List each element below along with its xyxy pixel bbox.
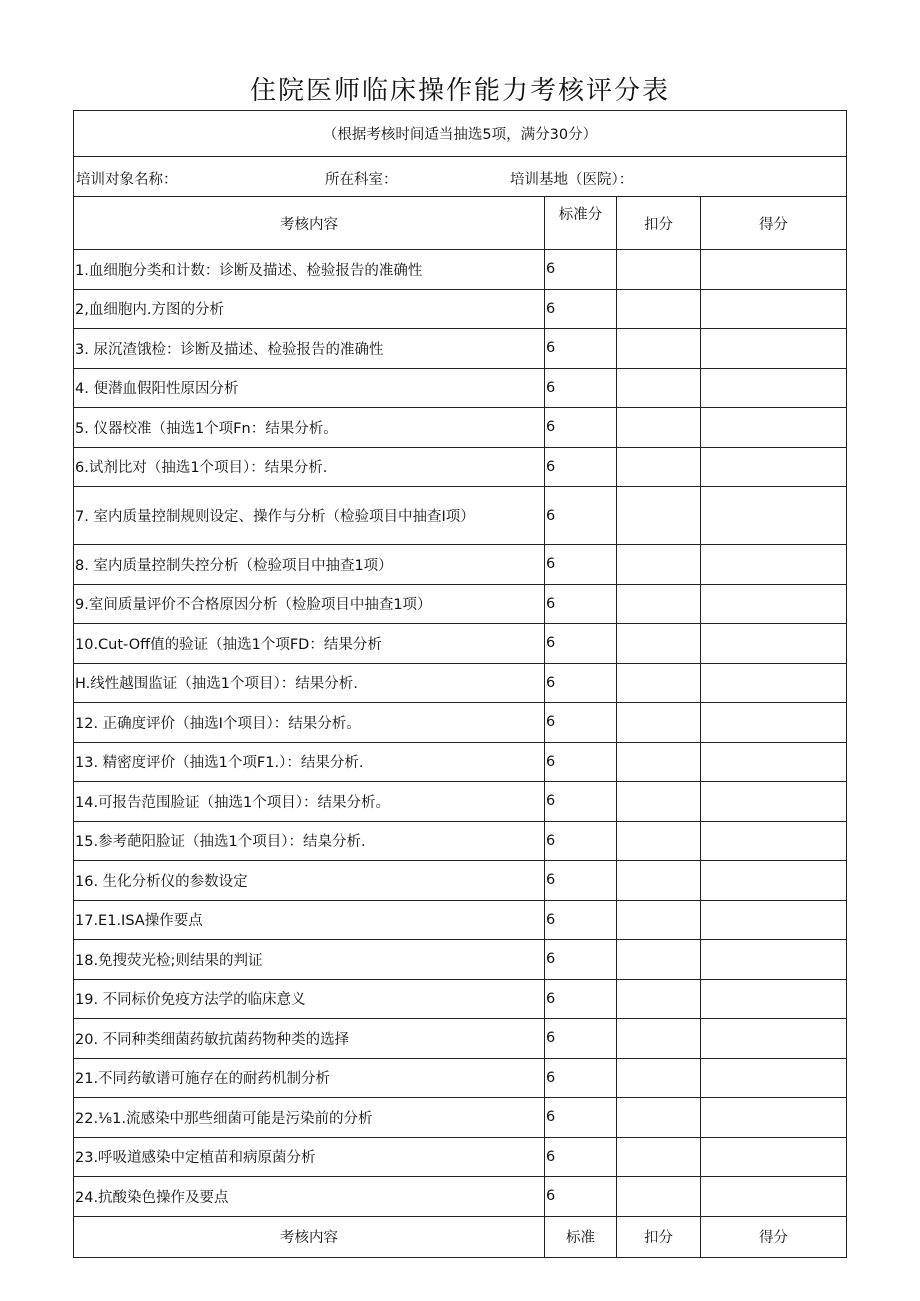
item-standard-score: 6 — [545, 821, 617, 861]
item-content: 4. 便潜血假阳性原因分析 — [74, 368, 545, 408]
item-score-cell[interactable] — [701, 703, 847, 743]
item-content: 19. 不同标价免疫方法学的临床意义 — [74, 979, 545, 1019]
footer-content: 考核内容 — [74, 1216, 545, 1257]
item-score-cell[interactable] — [701, 663, 847, 703]
note-row — [74, 111, 847, 157]
item-score-cell[interactable] — [701, 900, 847, 940]
table-row — [74, 782, 847, 822]
item-content: 14.可报告范围脸证（抽选1个项目）：结果分析。 — [74, 782, 545, 822]
item-score-cell[interactable] — [701, 1137, 847, 1177]
item-deduction-cell[interactable] — [617, 584, 701, 624]
table-row — [74, 1137, 847, 1177]
item-standard-score: 6 — [545, 1098, 617, 1138]
item-content: 10.Cut-Off值的验证（抽选1个项FD：结果分析 — [74, 624, 545, 664]
item-deduction-cell[interactable] — [617, 289, 701, 329]
item-content: 24.抗酸染色操作及要点 — [74, 1177, 545, 1217]
item-standard-score: 6 — [545, 368, 617, 408]
item-deduction-cell[interactable] — [617, 703, 701, 743]
item-standard-score: 6 — [545, 624, 617, 664]
item-score-cell[interactable] — [701, 1098, 847, 1138]
item-deduction-cell[interactable] — [617, 447, 701, 487]
info-row — [74, 157, 847, 197]
item-deduction-cell[interactable] — [617, 487, 701, 545]
item-score-cell[interactable] — [701, 1019, 847, 1059]
department-label: 所在科室： — [325, 172, 398, 188]
item-content: 12. 正确度评价（抽选I个项目）：结果分析。 — [74, 703, 545, 743]
item-standard-score: 6 — [545, 289, 617, 329]
item-score-cell[interactable] — [701, 861, 847, 901]
item-score-cell[interactable] — [701, 584, 847, 624]
item-deduction-cell[interactable] — [617, 861, 701, 901]
item-content: 20. 不同种类细菌药敏抗菌药物种类的选择 — [74, 1019, 545, 1059]
training-base-label: 培训基地（医院）： — [510, 172, 634, 188]
table-row — [74, 329, 847, 369]
item-standard-score: 6 — [545, 940, 617, 980]
table-row — [74, 940, 847, 980]
header-row — [74, 197, 847, 250]
item-score-cell[interactable] — [701, 289, 847, 329]
item-standard-score: 6 — [545, 487, 617, 545]
item-standard-score: 6 — [545, 545, 617, 585]
item-deduction-cell[interactable] — [617, 368, 701, 408]
footer-row — [74, 1216, 847, 1257]
item-standard-score: 6 — [545, 1137, 617, 1177]
item-content: 9.室间质量评价不合格原因分析（检脸项目中抽查1项） — [74, 584, 545, 624]
item-standard-score: 6 — [545, 250, 617, 290]
item-standard-score: 6 — [545, 1058, 617, 1098]
item-score-cell[interactable] — [701, 1177, 847, 1217]
header-standard-score: 标准分 — [545, 197, 617, 250]
table-row — [74, 487, 847, 545]
score-table — [73, 110, 847, 1258]
trainee-name-label: 培训对象名称： — [76, 172, 178, 188]
item-deduction-cell[interactable] — [617, 250, 701, 290]
item-deduction-cell[interactable] — [617, 1137, 701, 1177]
table-row — [74, 1098, 847, 1138]
table-row — [74, 545, 847, 585]
item-standard-score: 6 — [545, 703, 617, 743]
item-standard-score: 6 — [545, 861, 617, 901]
item-deduction-cell[interactable] — [617, 545, 701, 585]
table-row — [74, 368, 847, 408]
item-content: 5. 仪器校准（抽选1个项Fn：结果分析。 — [74, 408, 545, 448]
header-deduction: 扣分 — [617, 197, 701, 250]
item-score-cell[interactable] — [701, 329, 847, 369]
item-deduction-cell[interactable] — [617, 782, 701, 822]
item-content: 15.参考葩阳脸证（抽选1个项目）：结臬分析. — [74, 821, 545, 861]
item-content: 3. 尿沉渣饿检：诊断及描述、检验报告的准确性 — [74, 329, 545, 369]
item-content: 17.E1.ISA操作要点 — [74, 900, 545, 940]
item-standard-score: 6 — [545, 900, 617, 940]
item-content: 13. 精密度评价（抽选1个项F1.）：结果分析. — [74, 742, 545, 782]
item-content: 8. 室内质量控制失控分析（检验项目中抽查1项） — [74, 545, 545, 585]
item-content: 21.不同药敏谱可施存在的耐药机制分析 — [74, 1058, 545, 1098]
footer-score: 得分 — [701, 1216, 847, 1257]
item-deduction-cell[interactable] — [617, 624, 701, 664]
table-row — [74, 584, 847, 624]
table-row — [74, 663, 847, 703]
table-row — [74, 900, 847, 940]
item-content: 7. 室内质量控制规则设定、操作与分析（检验项目中抽查I项） — [74, 487, 545, 545]
table-row — [74, 447, 847, 487]
item-standard-score: 6 — [545, 447, 617, 487]
table-row — [74, 289, 847, 329]
item-score-cell[interactable] — [701, 250, 847, 290]
item-standard-score: 6 — [545, 329, 617, 369]
item-standard-score: 6 — [545, 979, 617, 1019]
table-row — [74, 861, 847, 901]
item-deduction-cell[interactable] — [617, 329, 701, 369]
item-content: 1.血细胞分类和计数：诊断及描述、检验报告的准确性 — [74, 250, 545, 290]
item-standard-score: 6 — [545, 408, 617, 448]
item-score-cell[interactable] — [701, 624, 847, 664]
item-content: 6.试剂比对（抽选1个项目）：结果分析. — [74, 447, 545, 487]
table-row — [74, 703, 847, 743]
header-content: 考核内容 — [74, 197, 545, 250]
table-row — [74, 624, 847, 664]
item-deduction-cell[interactable] — [617, 1098, 701, 1138]
item-content: 23.呼吸道感染中定植苗和病原菌分析 — [74, 1137, 545, 1177]
table-row — [74, 1058, 847, 1098]
item-standard-score: 6 — [545, 1019, 617, 1059]
item-standard-score: 6 — [545, 1177, 617, 1217]
page-title: 住院医师临床操作能力考核评分表 — [249, 76, 670, 106]
item-score-cell[interactable] — [701, 979, 847, 1019]
item-content: 16. 生化分析仪的参数设定 — [74, 861, 545, 901]
item-score-cell[interactable] — [701, 782, 847, 822]
item-deduction-cell[interactable] — [617, 1058, 701, 1098]
item-score-cell[interactable] — [701, 545, 847, 585]
footer-standard: 标准 — [545, 1216, 617, 1257]
item-deduction-cell[interactable] — [617, 1019, 701, 1059]
table-row — [74, 821, 847, 861]
item-standard-score: 6 — [545, 782, 617, 822]
item-score-cell[interactable] — [701, 1058, 847, 1098]
item-deduction-cell[interactable] — [617, 940, 701, 980]
table-row — [74, 1019, 847, 1059]
header-score: 得分 — [701, 197, 847, 250]
item-score-cell[interactable] — [701, 742, 847, 782]
table-row — [74, 250, 847, 290]
item-deduction-cell[interactable] — [617, 663, 701, 703]
table-row — [74, 979, 847, 1019]
item-content: 18.免搜荧光检;则结果的判证 — [74, 940, 545, 980]
item-score-cell[interactable] — [701, 368, 847, 408]
table-row — [74, 1177, 847, 1217]
table-row — [74, 742, 847, 782]
item-deduction-cell[interactable] — [617, 979, 701, 1019]
item-score-cell[interactable] — [701, 821, 847, 861]
item-score-cell[interactable] — [701, 940, 847, 980]
item-deduction-cell[interactable] — [617, 900, 701, 940]
item-deduction-cell[interactable] — [617, 742, 701, 782]
table-row — [74, 408, 847, 448]
footer-deduction: 扣分 — [617, 1216, 701, 1257]
item-score-cell[interactable] — [701, 487, 847, 545]
item-content: 22.⅛1.流感染中那些细菌可能是污染前的分析 — [74, 1098, 545, 1138]
item-deduction-cell[interactable] — [617, 408, 701, 448]
item-score-cell[interactable] — [701, 408, 847, 448]
item-content: 2,血细胞内.方图的分析 — [74, 289, 545, 329]
item-standard-score: 6 — [545, 584, 617, 624]
item-deduction-cell[interactable] — [617, 1177, 701, 1217]
selection-note: （根据考核时间适当抽选5项，满分30分） — [74, 111, 847, 157]
item-standard-score: 6 — [545, 742, 617, 782]
item-standard-score: 6 — [545, 663, 617, 703]
item-content: H.线性越围监证（抽选1个项目）：结果分析. — [74, 663, 545, 703]
item-score-cell[interactable] — [701, 447, 847, 487]
item-deduction-cell[interactable] — [617, 821, 701, 861]
